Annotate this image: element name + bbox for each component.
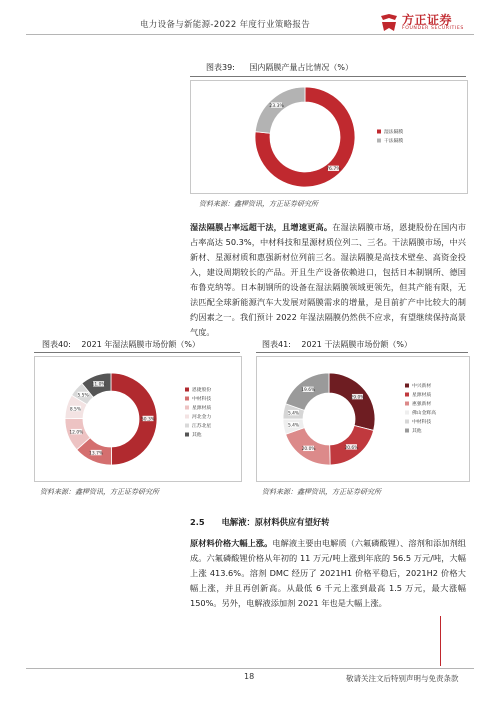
logo-text: 方正证券 (402, 13, 453, 27)
chart1-legend-label-1: 干法隔膜 (384, 139, 404, 144)
chart3-legend-swatch-5 (405, 429, 409, 433)
chart2-source: 资料来源：鑫椤资讯，方正证券研究所 (40, 488, 159, 496)
chart2-legend-label-4: 江苏北星 (192, 424, 212, 429)
chart1-caption-rule (190, 76, 466, 77)
chart3-data-label-5: 19.6% (301, 388, 316, 394)
chart3-legend-label-1: 星源材质 (412, 393, 432, 398)
section-number: 2.5 (190, 517, 205, 527)
chart3-legend-swatch-3 (405, 411, 409, 415)
chart1-caption-title: 国内隔膜产量占比情况（%） (249, 63, 354, 72)
chart3-caption-number: 图表41: (262, 340, 291, 349)
chart2-legend-label-5: 其他 (192, 433, 202, 438)
chart3-legend-swatch-1 (405, 393, 409, 397)
chart2-caption-rule (34, 352, 240, 353)
report-title: 电力设备与新能源-2022 年度行业策略报告 (140, 20, 311, 30)
chart3-caption (262, 339, 412, 350)
header-divider (26, 34, 474, 35)
chart2-legend-swatch-0 (185, 388, 189, 392)
chart1-svg (191, 81, 467, 193)
chart2-data-label-4: 5.5% (77, 393, 89, 399)
chart2-caption-number: 图表40: (42, 340, 71, 349)
chart3-data-label-3: 5.4% (287, 423, 300, 429)
chart2-data-label-3: 8.5% (69, 407, 82, 413)
chart3-source: 资料来源：鑫椤资讯，方正证券研究所 (262, 488, 381, 496)
logo-mark-icon (378, 12, 400, 34)
chart2-legend-label-2: 星源材质 (192, 406, 212, 411)
chart3-data-label-2: 20.0% (301, 447, 316, 453)
section-heading (190, 516, 329, 528)
chart3-svg (257, 357, 469, 481)
footer-divider (26, 668, 474, 669)
chart3-caption-title: 2021 干法隔膜市场份额（%） (301, 340, 412, 349)
chart3-legend-swatch-4 (405, 420, 409, 424)
chart2-legend-swatch-2 (185, 406, 189, 410)
chart1-data-label-0: 76.7% (326, 167, 341, 173)
chart2-caption (42, 339, 200, 350)
paragraph1-lead: 湿法隔膜占率远超干法，且增速更高。 (190, 222, 333, 232)
chart2-data-label-5: 11.0% (91, 382, 106, 388)
chart3-data-label-1: 20.6% (344, 445, 359, 451)
chart3-legend-label-2: 惠强新材 (412, 402, 432, 407)
chart2-caption-title: 2021 年湿法隔膜市场份额（%） (81, 340, 200, 349)
chart1-slice-1 (255, 87, 305, 133)
chart2-legend-swatch-1 (185, 397, 189, 401)
disclaimer-note: 敬请关注文后特别声明与免责条款 (346, 674, 459, 683)
chart2-frame (34, 356, 242, 482)
chart2-data-label-0: 50.3% (141, 417, 155, 423)
chart1-data-label-1: 23.3% (269, 103, 284, 109)
chart1-frame (190, 80, 468, 194)
paragraph2-text: 电解液主要由电解质（六氟磷酸锂）、溶剂和添加剂组成。六氟磷酸锂价格从年初的 11 万元/吨上涨到年底的 56.5 万元/吨，大幅上涨 413.6%。溶剂 DMC 经历了 2021H1 价格平稳后，2021H2 价格大幅上涨，并且再创新高。从最低 6 千元上涨到最高 1.5 万元，最大涨幅 150%。另外，电解液添加剂 2021 年也是大幅上涨。 (190, 538, 466, 608)
chart2-legend-swatch-5 (185, 433, 189, 437)
paragraph2-lead: 原材料价格大幅上涨。 (190, 538, 273, 548)
chart3-legend-label-5: 其他 (412, 429, 422, 434)
chart3-frame (256, 356, 470, 482)
footer-accent-line (440, 616, 441, 666)
chart3-legend-label-0: 中兴新材 (412, 384, 432, 389)
chart3-legend-swatch-2 (405, 402, 409, 406)
chart2-legend-label-3: 河北金力 (192, 415, 212, 420)
logo-subtext: FOUNDER SECURITIES (402, 26, 464, 31)
chart3-data-label-4: 5.4% (287, 411, 300, 417)
chart1-source: 资料来源：鑫椤资讯，方正证券研究所 (199, 200, 318, 208)
chart1-caption (206, 62, 353, 73)
chart2-data-label-1: 13.7% (89, 451, 104, 457)
paragraph-separator-market (190, 220, 466, 340)
chart3-legend-label-4: 中材科技 (412, 420, 432, 425)
chart3-legend-label-3: 佛山金辉高 (412, 411, 436, 416)
chart2-svg (35, 357, 241, 481)
chart1-legend-swatch-1 (377, 139, 381, 143)
chart2-legend-swatch-3 (185, 415, 189, 419)
chart2-data-label-2: 12.0% (69, 430, 84, 436)
chart2-legend-label-1: 中材科技 (192, 397, 212, 402)
chart3-legend-swatch-0 (405, 384, 409, 388)
chart3-slice-0 (329, 373, 375, 430)
paragraph1-text: 在湿法隔膜市场，恩捷股份在国内市占率高达 50.3%，中材科技和星源材质位列二、三名。干法隔膜市场，中兴新材、星源材质和惠强新材位列前三名。湿法隔膜是高技术壁垒、高资金投入，建设周期较长的产品。开且生产设备依赖进口，包括日本制钢所、德国布鲁克纳等。日本制钢所的设备在湿法隔膜领域更领先，但其产能有限，无法匹配全球新能源汽车大发展对隔膜需求的增量，是目前扩产中比较大的制约因素之一。我们预计 2022 年湿法隔膜仍然供不应求，有望继续保持高景气度。 (190, 222, 466, 337)
section-title: 电解液：原材料供应有望好转 (221, 517, 330, 527)
chart3-data-label-0: 29.0% (350, 395, 365, 401)
chart2-legend-label-0: 恩捷股份 (192, 388, 212, 393)
chart1-legend-label-0: 湿法隔膜 (384, 130, 404, 135)
chart1-caption-number: 图表39: (206, 63, 235, 72)
paragraph-electrolyte (190, 536, 466, 611)
chart1-legend-swatch-0 (377, 130, 381, 134)
page-number: 18 (244, 672, 255, 681)
chart3-caption-rule (256, 352, 468, 353)
chart2-legend-swatch-4 (185, 424, 189, 428)
